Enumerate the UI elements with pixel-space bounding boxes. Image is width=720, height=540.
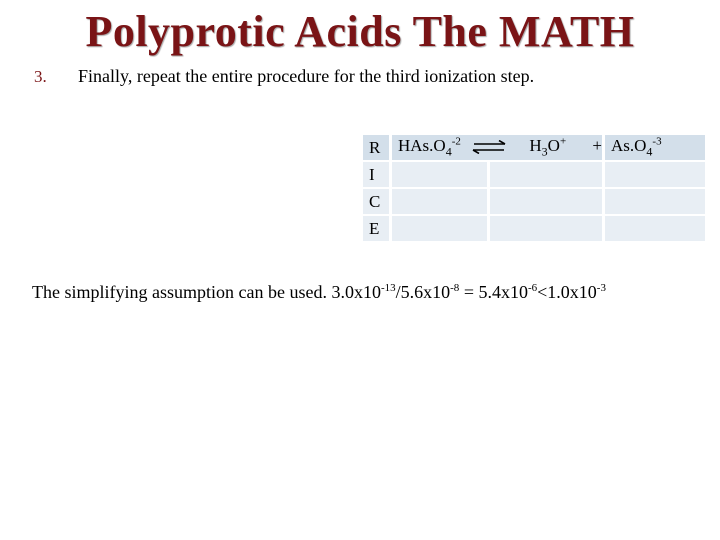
equilibrium-arrow-icon bbox=[471, 140, 507, 154]
ice-cell bbox=[605, 189, 705, 214]
ice-row-initial bbox=[363, 162, 705, 187]
row-label-e: E bbox=[363, 216, 389, 241]
row-label-r: R bbox=[363, 135, 389, 160]
ice-row-equilibrium bbox=[363, 216, 705, 241]
hydronium-formula: $H_3O^+$ bbox=[529, 135, 567, 159]
ice-cell bbox=[490, 189, 602, 214]
step-text: Finally, repeat the entire procedure for the third ionization step. bbox=[78, 66, 535, 86]
ice-cell bbox=[392, 162, 487, 187]
step-number: 3. bbox=[34, 67, 47, 86]
arsenate-formula: $As.O_4^{-3}$ bbox=[611, 135, 662, 159]
ice-cell bbox=[392, 189, 487, 214]
ice-cell bbox=[490, 216, 602, 241]
ice-cell bbox=[392, 216, 487, 241]
page-title: Polyprotic Acids The MATH bbox=[85, 7, 635, 56]
header-product-cell bbox=[605, 135, 705, 160]
step-instruction bbox=[34, 66, 534, 87]
ice-header-row bbox=[363, 135, 705, 160]
row-label-c: C bbox=[363, 189, 389, 214]
plus-sign: + bbox=[592, 136, 602, 156]
row-label-i: I bbox=[363, 162, 389, 187]
ice-cell bbox=[605, 216, 705, 241]
assumption-statement: The simplifying assumption can be used. $3.0x10^{-13}/5.6x10^{-8} = 5.4x10^{-6}<1.0x10^{-3}$ bbox=[32, 282, 606, 302]
reactant-formula: $HAs.O_4^{-2}$ bbox=[398, 135, 461, 159]
ice-cell bbox=[490, 162, 602, 187]
ice-table bbox=[360, 133, 708, 243]
ice-row-change bbox=[363, 189, 705, 214]
header-reactant-cell bbox=[392, 135, 602, 160]
ice-cell bbox=[605, 162, 705, 187]
